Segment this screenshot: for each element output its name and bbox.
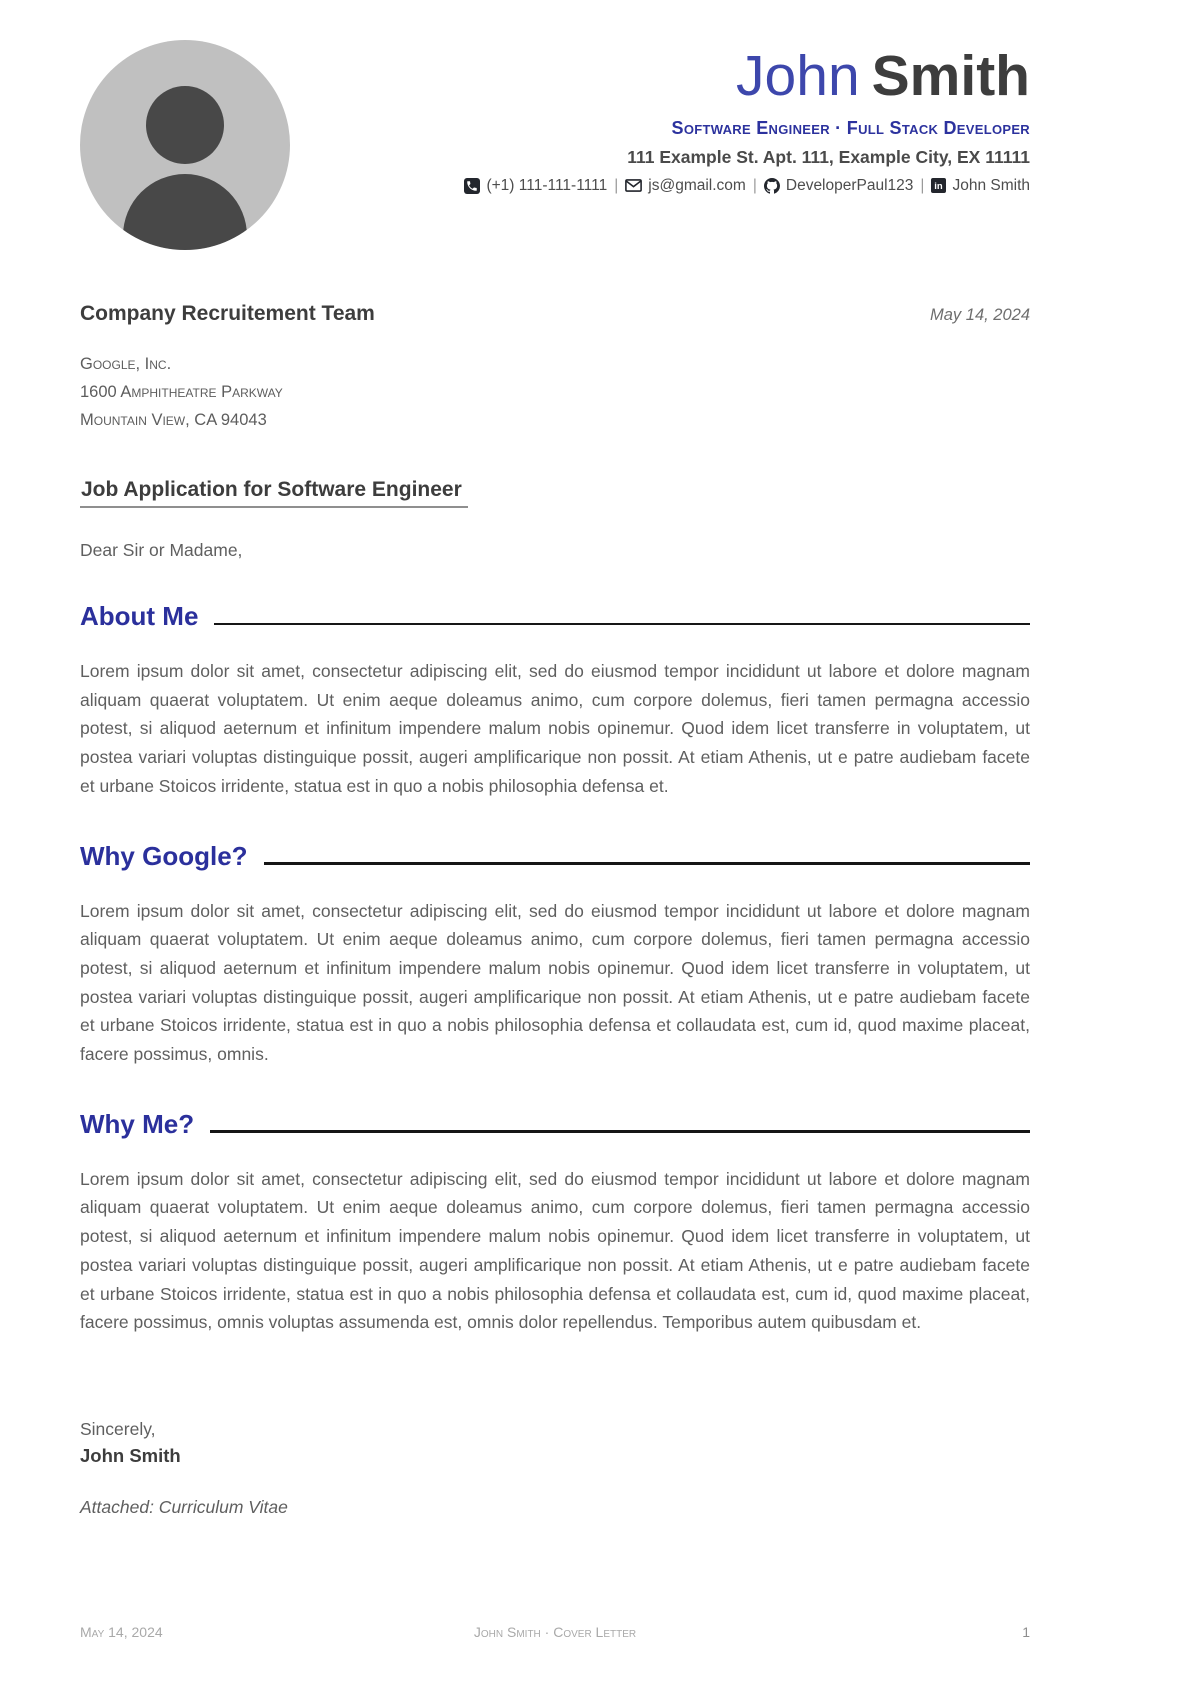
valediction: Sincerely, [80, 1418, 156, 1439]
section-why-google [80, 840, 1030, 1069]
section-title: About Me [80, 601, 199, 631]
footer-date: May 14, 2024 [80, 1624, 163, 1640]
signature-name: John Smith [80, 1444, 181, 1466]
person-icon [146, 86, 224, 164]
github-value: DeveloperPaul123 [785, 176, 914, 194]
address-line: 111 Example St. Apt. 111, Example City, EX 11111 [627, 146, 1030, 167]
linkedin-link[interactable] [931, 177, 1030, 195]
section-heading [80, 603, 1030, 629]
recipient-address-line2: Mountain View, CA 94043 [80, 411, 267, 429]
page-title [464, 46, 1030, 108]
salutation: Dear Sir or Madame, [80, 540, 243, 560]
header-identity [464, 40, 1030, 195]
last-name: Smith [871, 44, 1030, 108]
section-title: Why Google? [80, 840, 248, 871]
envelope-icon [625, 179, 642, 192]
letter-date: May 14, 2024 [930, 306, 1030, 324]
contact-separator: | [752, 176, 757, 194]
section-paragraph: Lorem ipsum dolor sit amet, consectetur adipiscing elit, sed do eiusmod tempor incididunt ut labore et dolore magnam aliquam quaerat voluptatem. Ut enim aeque doleamus animo, cum corpore dolemus, fieri tamen permagna accessio potest, si aliquod aeternum et infinitum impendere malum nobis opinemur. Quod idem licet transferre in voluptatem, ut postea variari voluptas distinguique possit, augeri amplificarique non possit. At etiam Athenis, ut e patre audiebam facete et urbane Stoicos irridente, statua est in quo a nobis philosophia defensa et collaudata est, cum id, quod maxime placeat, facere possimus, omnis. [80, 900, 1030, 1065]
linkedin-icon [931, 178, 946, 193]
section-heading [80, 1108, 1030, 1139]
footer-title: John Smith · Cover Letter [473, 1624, 637, 1640]
section-rule [264, 862, 1030, 865]
email-value: js@gmail.com [648, 176, 746, 194]
email-link[interactable] [625, 177, 746, 195]
github-icon [764, 178, 780, 194]
page-footer [80, 1624, 1030, 1640]
attachment-note: Attached: Curriculum Vitae [80, 1496, 288, 1517]
person-icon-torso [123, 174, 247, 250]
recipient-team: Company Recruitement Team [80, 302, 375, 325]
section-rule [214, 623, 1030, 626]
contact-row [464, 177, 1030, 195]
github-link[interactable] [764, 177, 914, 195]
phone-link[interactable] [464, 177, 607, 195]
first-name: John [736, 44, 860, 108]
recipient-address-line1: 1600 Amphitheatre Parkway [80, 383, 283, 401]
recipient-company: Google, Inc. [80, 355, 172, 373]
linkedin-value: John Smith [952, 176, 1030, 194]
section-title: Why Me? [80, 1108, 195, 1139]
contact-separator: | [920, 176, 925, 194]
section-rule [210, 1130, 1030, 1133]
position-tagline: Software Engineer · Full Stack Developer [671, 117, 1030, 138]
recipient-row [80, 302, 1030, 326]
closing-block [80, 1419, 1030, 1518]
footer-page-number: 1 [1022, 1624, 1031, 1640]
section-paragraph: Lorem ipsum dolor sit amet, consectetur adipiscing elit, sed do eiusmod tempor incididunt ut labore et dolore magnam aliquam quaerat voluptatem. Ut enim aeque doleamus animo, cum corpore dolemus, fieri tamen permagna accessio potest, si aliquod aeternum et infinitum impendere malum nobis opinemur. Quod idem licet transferre in voluptatem, ut postea variari voluptas distinguique possit, augeri amplificarique non possit. At etiam Athenis, ut e patre audiebam facete et urbane Stoicos irridente, statua est in quo a nobis philosophia defensa et. [80, 661, 1030, 796]
phone-icon [464, 178, 480, 194]
contact-separator: | [614, 176, 619, 194]
section-about-me [80, 603, 1030, 801]
header [80, 40, 1030, 250]
svg-text:in: in [934, 181, 944, 193]
section-heading [80, 840, 1030, 871]
section-why-me [80, 1108, 1030, 1337]
phone-value: (+1) 111-111-1111 [486, 176, 608, 194]
avatar [80, 40, 290, 250]
recipient-address-block [80, 350, 1030, 434]
section-paragraph: Lorem ipsum dolor sit amet, consectetur adipiscing elit, sed do eiusmod tempor incididunt ut labore et dolore magnam aliquam quaerat voluptatem. Ut enim aeque doleamus animo, cum corpore dolemus, fieri tamen permagna accessio potest, si aliquod aeternum et infinitum impendere malum nobis opinemur. Quod idem licet transferre in voluptatem, ut postea variari voluptas distinguique possit, augeri amplificarique non possit. At etiam Athenis, ut e patre audiebam facete et urbane Stoicos irridente, statua est in quo a nobis philosophia defensa et collaudata est, cum id, quod maxime placeat, facere possimus, omnis voluptas assumenda est, omnis dolor repellendus. Temporibus autem quibusdam et. [80, 1168, 1030, 1333]
subject-line: Job Application for Software Engineer [80, 478, 468, 508]
